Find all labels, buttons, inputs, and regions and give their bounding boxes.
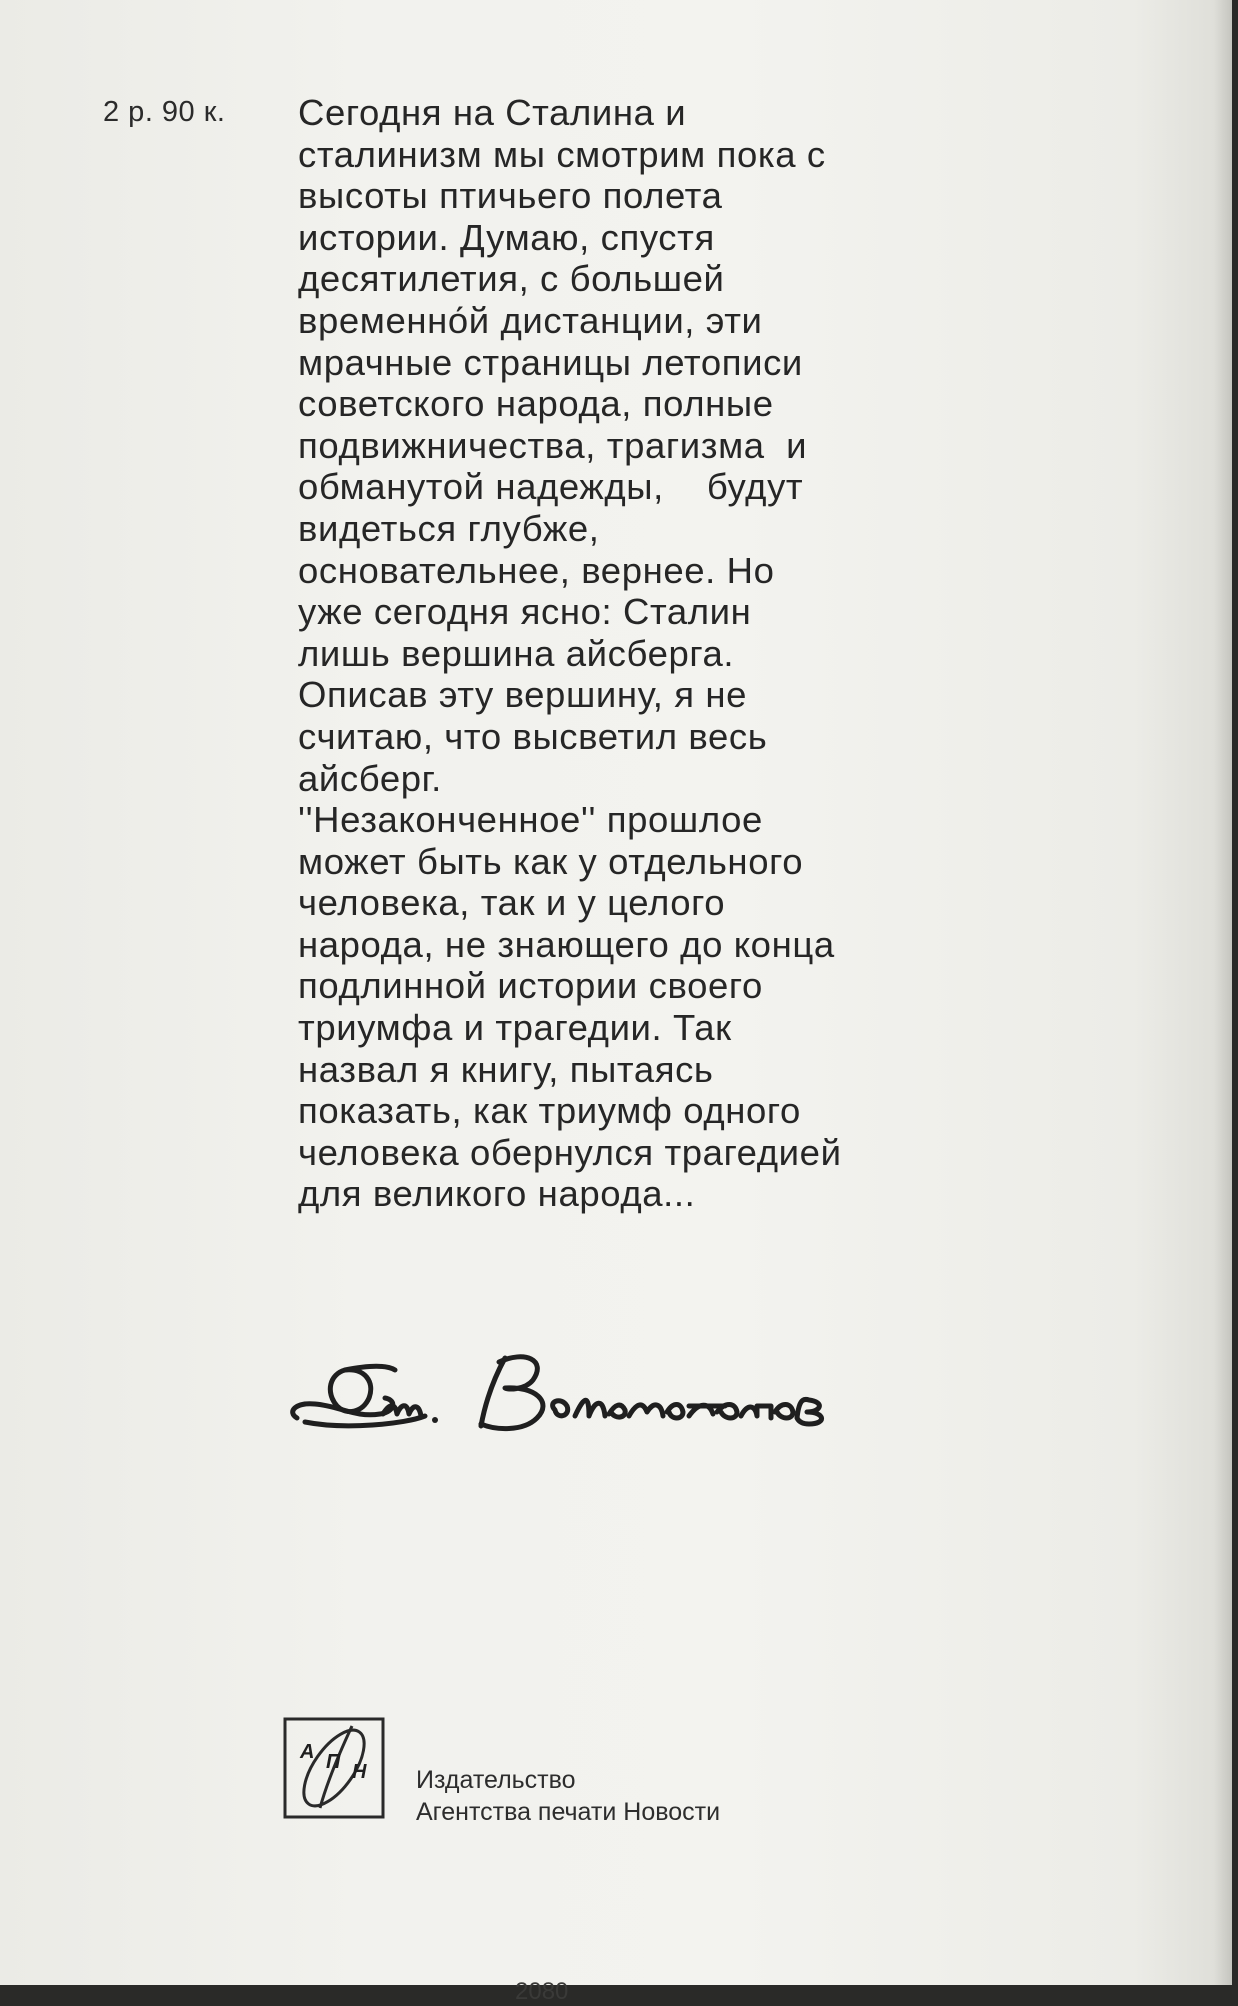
text-line: истории. Думаю, спустя	[298, 216, 715, 258]
text-line: сталинизм мы смотрим пока с	[298, 133, 826, 175]
publisher-name	[416, 1764, 720, 1828]
text-line: десятилетия, с большей	[298, 258, 725, 300]
text-line: высоты птичьего полета	[298, 175, 723, 217]
text-line: народа, не знающего до конца	[298, 923, 835, 965]
text-line: человека обернулся трагедией	[298, 1131, 842, 1173]
text-line: уже сегодня ясно: Сталин	[298, 591, 752, 633]
text-line: обманутой надежды, будут	[298, 466, 804, 508]
text-line: мрачные страницы летописи	[298, 341, 803, 383]
print-code: 2080	[515, 1978, 569, 2005]
spine-shadow	[1214, 0, 1232, 1985]
svg-text:А: А	[300, 1741, 315, 1763]
text-line: временно́й дистанции, эти	[298, 299, 763, 341]
publisher-line-2: Агентства печати Новости	[416, 1798, 721, 1826]
text-line: советского народа, полные	[298, 383, 774, 425]
text-line: показать, как триумф одного	[298, 1090, 801, 1132]
text-line: видеться глубже,	[298, 507, 600, 549]
price-label: 2 р. 90 к.	[103, 96, 226, 128]
svg-text:Н: Н	[352, 1761, 367, 1783]
apn-logo-icon	[282, 1716, 386, 1820]
text-line: ''Незаконченное'' прошлое	[298, 799, 763, 841]
text-line: основательнее, вернее. Но	[298, 549, 775, 591]
text-line: считаю, что высветил весь	[298, 715, 768, 757]
text-line: Описав эту вершину, я не	[298, 674, 748, 716]
author-signature	[285, 1340, 885, 1455]
text-line: подлинной истории своего	[298, 965, 763, 1007]
text-line: Сегодня на Сталина и	[298, 92, 687, 133]
text-line: подвижничества, трагизма и	[298, 424, 808, 466]
text-line: лишь вершина айсберга.	[298, 632, 735, 674]
cover-text	[298, 92, 1018, 1215]
publisher-line-1: Издательство	[416, 1766, 576, 1794]
text-line: айсберг.	[298, 757, 442, 799]
text-line: для великого народа...	[298, 1173, 696, 1215]
text-line: триумфа и трагедии. Так	[298, 1007, 732, 1049]
svg-text:П: П	[326, 1751, 341, 1773]
text-line: назвал я книгу, пытаясь	[298, 1048, 714, 1090]
text-line: человека, так и у целого	[298, 882, 726, 924]
publisher-block	[282, 1716, 842, 1826]
text-line: может быть как у отдельного	[298, 840, 804, 882]
